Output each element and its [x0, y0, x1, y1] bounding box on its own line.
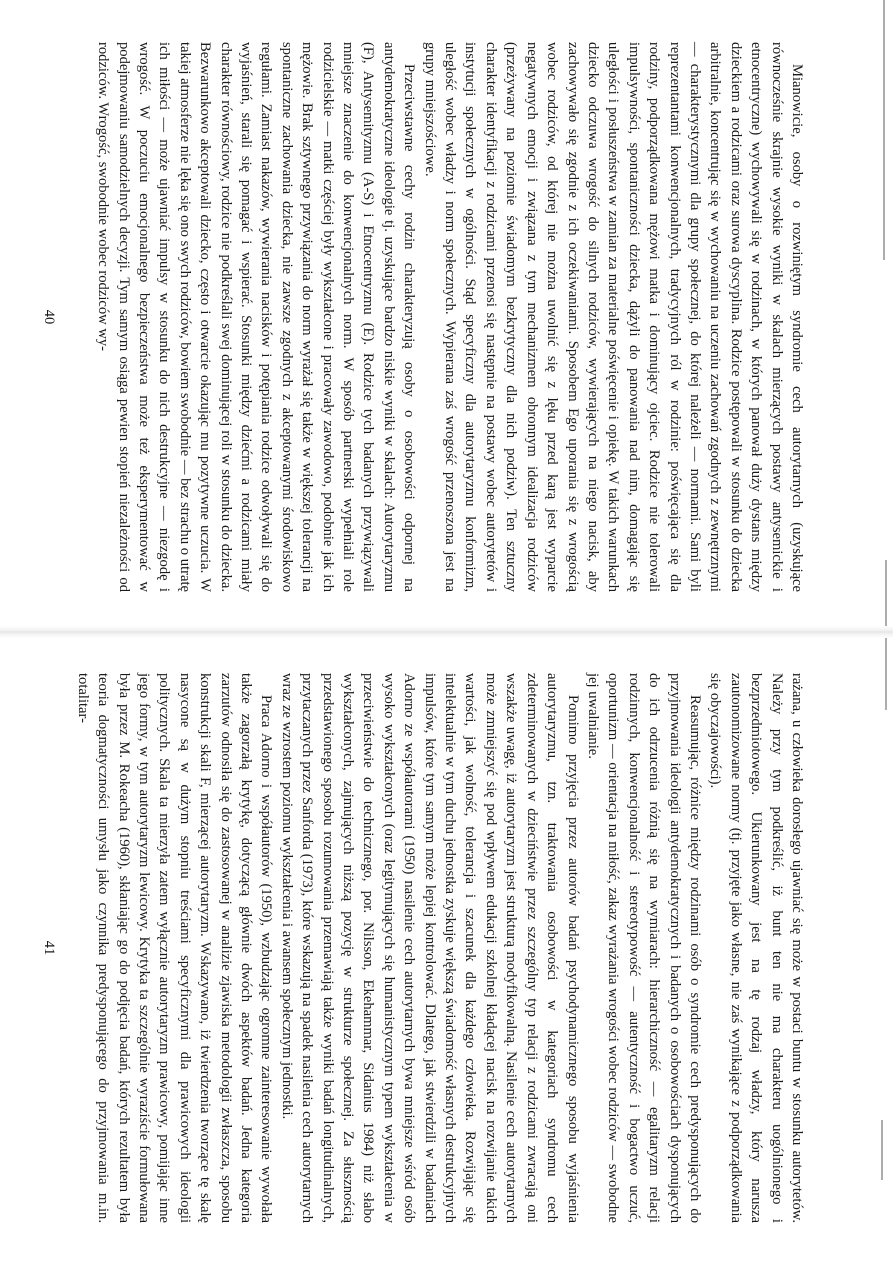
paragraph: Pomimo przyjęcia przez autorów badań psychodynamicznego sposobu wyjaśnienia autorytaryzmu, tzn. traktowania osobowości w kategoriach syndromu cech zdeterminowanych w dzieciństwie przez szczególny typ relacji z rodzicami zwracają oni wszakże uwagę, iż autorytaryzm jest strukturą modyfikowalną. Nasilenie cech autorytarnych może zmniejszyć się pod wpływem edukacji szkolnej kładącej nacisk na rozwijanie takich wartości, jak wolność, tolerancja i szacunek dla każdego człowieka. Rozwijając się intelektualnie w tym duchu jednostka zyskuje większą świadomość własnych destrukcyjnych impulsów, które tym samym może lepiej kontrolować. Dlatego, jak stwierdzili w badaniach Adorno ze współautorami (1950) nasilenie cech autorytarnych bywa mniejsze wśród osób wysoko wykształconych (oraz legitymujących się humanistycznym typem wykształcenia w przeciwieństwie do technicznego, por. Nilsson, Ekehammar, Sidanius 1984) niż słabo wykształconych, zajmujących niższą pozycję w strukturze społecznej. Za słusznością przedstawionego sposobu rozumowania przemawiają także wyniki badań longitudinalnych, przytaczanych przez Sanforda (1973), które wskazują na spadek nasilenia cech autorytarnych wraz ze wzrostem poziomu wykształcenia i awansem społecznym jednostki. [278, 673, 581, 1223]
page-number: 40 [41, 309, 57, 325]
page-number: 41 [41, 940, 57, 956]
paragraph: Mianowicie, osoby o rozwiniętym syndromie cech autorytarnych (uzyskujące równocześnie skrajnie wysokie wyniki w skalach mierzących postawy antysemickie i etnocentryczne) wychowywali się w rodzinach, w których panował duży dystans między dzieckiem a rodzicami oraz surowa dyscyplina. Rodzice postępowali w stosunku do dziecka arbitralnie, koncentrując się w wychowaniu na uczeniu zachowań zgodnych z zewnętrznymi — charakterystycznymi dla grupy społecznej, do której należeli — normami. Sami byli reprezentantami konwencjonalnych, tradycyjnych ról w rodzinie: poświęcająca się dla rodziny, podporządkowana mężowi matka i dominujący ojciec. Rodzice nie tolerowali impulsywności, spontaniczności dziecka, dążyli do panowania nad nim, domagając się uległości i posłuszeństwa w zamian za materialne poświęcenie i opiekę. W takich warunkach dziecko odczuwa wrogość do silnych rodziców, wywierających na niego nacisk, aby zachowywało się zgodnie z ich oczekiwaniami. Sposobem Ego uporania się z wrogością wobec rodziców, od której nie można uwolnić się z lęku przed karą jest wyparcie negatywnych emocji i związana z tym mechanizmem obronnym idealizacja rodziców (przeżywany na poziomie świadomym bezkrytyczny dla nich podziw). Ten sztuczny charakter identyfikacji z rodzicami przenosi się następnie na postawy wobec autorytetów i instytucji społecznych w ogólności. Stąd specyficzny dla autorytaryzmu konformizm, uległość wobec władzy i norm społecznych. Wypierana zaś wrogość przenoszona jest na grupy mniejszościowe. [421, 42, 805, 592]
left-page [0, 0, 893, 631]
paragraph: Reasumując, różnice między rodzinami osób o syndromie cech predysponujących do przyjmowania ideologii antydemokratycznych i badanych o osobowościach dysponujących do ich odrzucenia różnią się na wymiarach: hierarchiczność — egalitaryzm relacji rodzinnych, konwencjonalność i stereotypowość — autentyczność i bogactwo uczuć, oportunizm — orientacja na miłość, zakaz wyrażania wrogości wobec rodziców — swobodne jej uwalnianie. [584, 673, 703, 1223]
right-page [0, 632, 893, 1263]
right-page-text [72, 673, 807, 1223]
left-page-text [93, 42, 807, 592]
paragraph: Przeciwstawne cechy rodzin charakteryzują osoby o osobowości odpornej na antydemokratyczne ideologie tj. uzyskujące bardzo niskie wyniki w skalach: Autorytaryzmu (F), Antysemityzmu (A-S) i Etnocentryzmu (E). Rodzice tych badanych przywiązywali mniejsze znaczenie do konwencjonalnych norm. W sposób partnerski wypełniali role rodzicielskie — matki częściej były wykształcone i pracowały zawodowo, podobnie jak ich mężowie. Brak sztywnego przywiązania do norm wyrażał się także w większej tolerancji na spontaniczne zachowania dziecka, nie zawsze zgodnych z akceptowanymi środowiskowo regułami. Zamiast nakazów, wywierania nacisków i potępiania rodzice odwoływali się do wyjaśnień, starali się pomagać i wspierać. Stosunki między dziećmi a rodzicami miały charakter równościowy, rodzice nie podkreślali swej dominującej roli w stosunku do dziecka. Bezwarunkowo akceptowali dziecko, często i otwarcie okazując mu pozytywne uczucia. W takiej atmosferze nie lęka się ono swych rodziców, bowiem swobodnie — bez strachu o utratę ich miłości — może ujawniać impulsy w stosunku do nich destrukcyjne — niezgodę i wrogość. W poczuciu emocjonalnego bezpieczeństwa może też eksperymentować w podejmowaniu samodzielnych decyzji. Tym samym osiąga pewien stopień niezależności od rodziców. Wrogość, swobodnie wobec rodziców wy- [95, 42, 418, 592]
paragraph: rażana, u człowieka dorosłego ujawniać się może w postaci buntu w stosunku autorytetów. Należy przy tym podkreślić, iż bunt ten nie ma charakteru uogólnionego i bezprzedmiotowego. Ukierunkowany jest na tę rodzaj władzy, który narusza zautonomizowane normy (tj. przyjęte jako własne, nie zaś wynikające z podporządkowania się obyczajowości). [707, 673, 805, 1223]
paragraph: Praca Adorno i współautorów (1950), wzbudzając ogromne zainteresowanie wywołała także zagorzałą krytykę, dotyczącą głównie dwóch aspektów badań. Jedna kategoria zarzutów odnosiła się do zastosowanej w analizie zjawiska metodologii zwłaszcza, sposobu konstrukcji skali F, mierzącej autorytaryzm. Wskazywano, iż twierdzenia tworzące tę skalę nasycone są w dużym stopniu treściami specyficznymi dla prawicowych ideologii politycznych. Skala ta mierzyła zatem wyłącznie autorytaryzm prawicowy, pomijając inne jego formy, w tym autorytaryzm lewicowy. Krytyka ta szczególnie wyraziście formułowana była przez M. Rokeacha (1960), skłaniając go do podjęcia badań, których rezultatem była teoria dogmatyczności umysłu jako czynnika predysponującego do przyjmowania m.in. totalitar- [74, 673, 275, 1223]
